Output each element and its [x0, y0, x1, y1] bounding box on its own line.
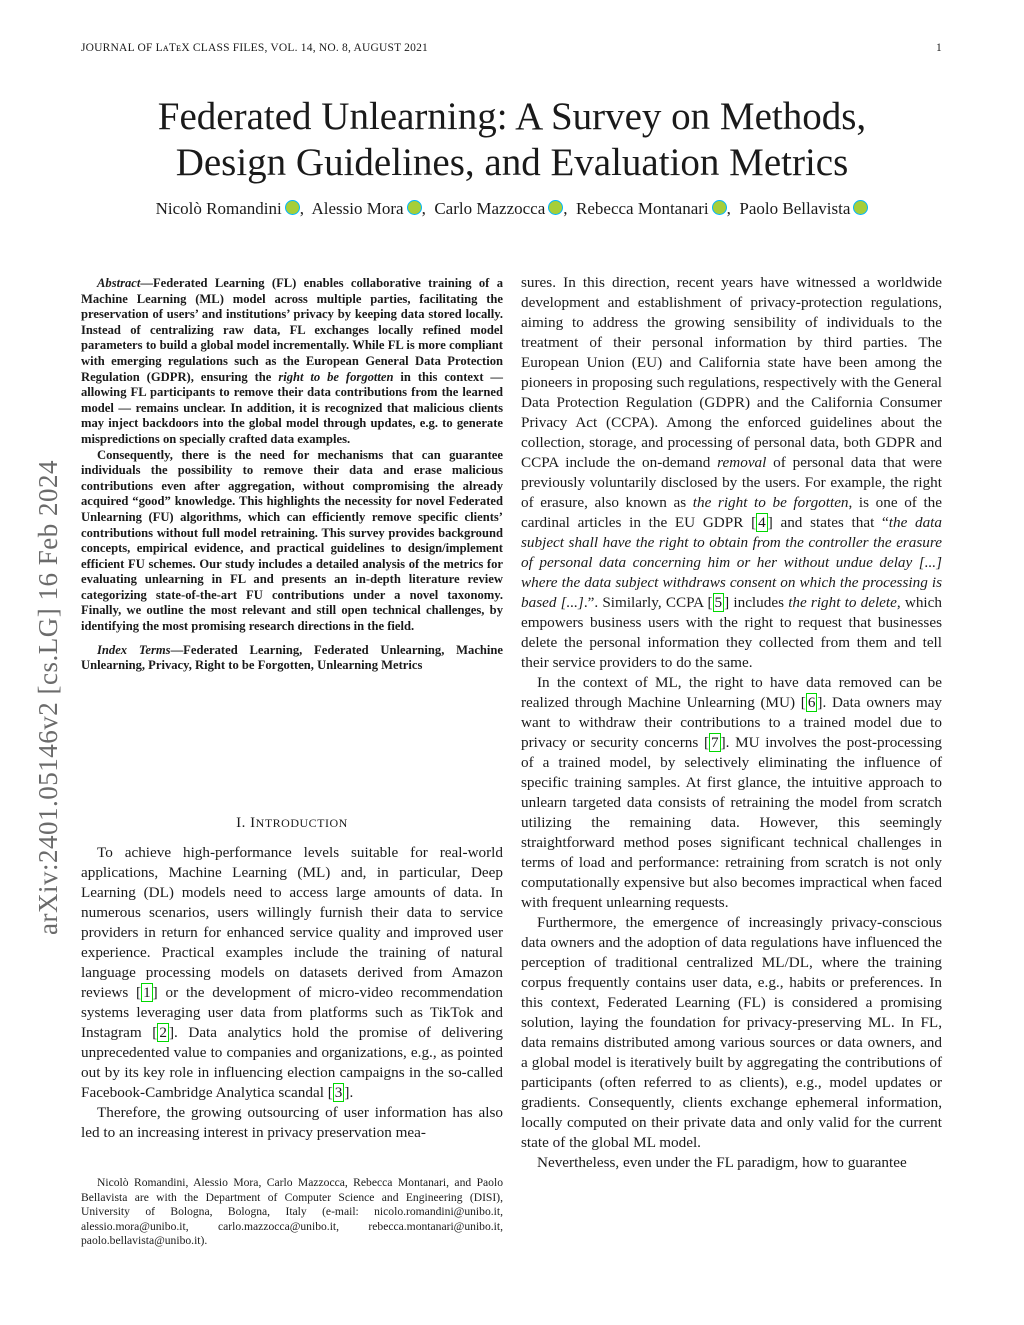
abstract-emphasis: right to be forgotten [278, 369, 394, 384]
body-text: . Data analytics hold the promise of delivering unprecedented value to companies and organizations, e.g., as pointed out by its key role in influencing election campaigns in the so-called Facebook-Cambridge Analytica scandal [81, 1024, 503, 1101]
orcid-icon[interactable] [853, 200, 868, 215]
index-terms-label: Index Terms [97, 642, 171, 657]
running-header: JOURNAL OF LᴀTᴇX CLASS FILES, VOL. 14, NO. 8, AUGUST 2021 [81, 42, 428, 54]
body-text: .”. Similarly, CCPA [583, 594, 708, 611]
body-text: includes [729, 594, 789, 611]
intro-left-column: To achieve high-performance levels suitable for real-world applications, Machine Learning (ML) and, in particular, Deep Learning (DL) models need to access large amounts of data. In numerous scenarios, users willingly furnish their data to service providers in return for enhanced service quality and improved user experience. Practical examples include the training of natural language processing models on datasets derived from Amazon reviews [ 1 ] or the development of micro-video recommendation systems leveraging user data from platforms such as TikTok and Instagram [ 2 ]. Data analytics hold the promise of delivering unprecedented value to companies and organizations, e.g., as pointed out by its key role in influencing election campaigns in the so-called Facebook-Cambridge Analytica scandal [ 3 ]. Therefore, the growing outsourcing of user information has also led to an increasing interest in privacy preservation mea- [81, 844, 503, 1141]
body-paragraph: Furthermore, the emergence of increasingly privacy-conscious data owners and the adoption of data regulations have influenced the perception of traditional centralized ML/DL, where the training corpus frequently contains user data, e.g., habits or preferences. In this context, Federated Learning (FL) is considered a promising solution, laying the foundation for privacy-preserving ML. In FL, data remains distributed among various sources or data owners, and a global model is iteratively built by aggregating the contributions of participants (often referred to as clients), e.g., model updates or gradients. Consequently, clients exchange ephemeral information, locally computed on their private data and only valid for the current state of the global ML model. [521, 914, 942, 1151]
orcid-icon[interactable] [285, 200, 300, 215]
body-text: , which empowers business users with the right to request that businesses delete the personal information they collected from them and tell their service providers to do the same. [521, 594, 942, 671]
citation-link[interactable]: 2 [159, 1024, 167, 1041]
author-name: Rebecca Montanari [576, 199, 709, 218]
author-name: Nicolò Romandini [155, 199, 282, 218]
author-name: Carlo Mazzocca [434, 199, 546, 218]
orcid-icon[interactable] [712, 200, 727, 215]
title-line-2: Design Guidelines, and Evaluation Metrics [175, 141, 849, 184]
body-text: In the context of ML, the right to have data removed can be realized through Machine Unlearning (MU) [521, 674, 942, 711]
abstract-text: —Federated Learning (FL) enables collaborative training of a Machine Learning (ML) model across multiple parties, facilitating the preservation of users’ and institutions’ privacy by keeping data stored locally. Instead of centralizing raw data, FL exchanges locally refined model parameters to build a global model incrementally. While FL is more compliant with emerging regulations such as the European General Data Protection Regulation (GDPR), ensuring the [81, 276, 503, 384]
author-name: Alessio Mora [311, 199, 404, 218]
body-text: To achieve high-performance levels suitable for real-world applications, Machine Learning (ML) and, in particular, Deep Learning (DL) models need to access large amounts of data. In numerous scenarios, users willingly furnish their data to service providers in return for enhanced service quality and improved user experience. Practical examples include the training of natural language processing models on datasets derived from Amazon reviews [81, 844, 503, 1001]
orcid-icon[interactable] [407, 200, 422, 215]
section-title: NTRODUCTION [255, 816, 348, 830]
section-numeral: I. I [236, 815, 256, 831]
arxiv-identifier: arXiv:2401.05146v2 [cs.LG] 16 Feb 2024 [33, 460, 63, 935]
body-text: sures. In this direction, recent years have witnessed a worldwide development and establishment of privacy-protection regulations, aiming to address the growing sensibility of individuals to the treatment of their personal information by third parties. The European Union (EU) and California state have been among the pioneers in proposing such regulations, respectively with the General Data Protection Regulation (GDPR) and the California Consumer Privacy Act (CCPA). Among the enforced guidelines about the collection, storage, and processing of personal data, both GDPR and CCPA include the on-demand [521, 274, 942, 471]
footnote [81, 1176, 503, 1249]
body-emphasis: the right to delete [788, 594, 897, 611]
right-column: sures. In this direction, recent years have witnessed a worldwide development and establishment of privacy-protection regulations, aiming to address the growing sensibility of individuals to the treatment of their personal information by third parties. The European Union (EU) and California state have been among the pioneers in proposing such regulations, respectively with the General Data Protection Regulation (GDPR) and the California Consumer Privacy Act (CCPA). Among the enforced guidelines about the collection, storage, and processing of personal data, both GDPR and CCPA include the on-demand removal of personal data that were previously voluntarily disclosed by the users. For example, the right of erasure, also known as the right to be forgotten, is one of the cardinal articles in the EU GDPR [ 4 ] and states that “the data subject shall have the right to obtain from the controller the erasure of personal data concerning him or her without undue delay [...] where the data subject withdraws consent on which the processing is based [...].”. Similarly, CCPA [ 5 ] includes the right to delete, which empowers business users with the right to request that businesses delete the personal information they collected from them and tell their service providers to do the same. In the context of ML, the right to have data removed can be realized through Machine Unlearning (MU) [ 6 ]. Data owners may want to withdraw their contributions to a trained model due to privacy or security concerns [ 7 ]. MU involves the post-processing of a trained model, by selectively eliminating the influence of specific training samples. At first glance, the intuitive approach to unlearn targeted data consists of retraining the model from scratch utilizing the remaining data. However, this seemingly straightforward method poses significant technical challenges in terms of load and performance: retraining from scratch is not only computationally expensive but also becomes impractical when faced with frequent unlearning requests. Furthermore, the emergence of increasingly privacy-conscious data owners and the adoption of data regulations have influenced the perception of traditional centralized ML/DL, where the training corpus frequently contains user data, e.g., habits or preferences. In this context, Federated Learning (FL) is considered a promising solution, laying the foundation for privacy-preserving ML. In FL, data remains distributed among various sources or data owners, and a global model is iteratively built by aggregating the contributions of participants (often referred to as clients), e.g., model updates or gradients. Consequently, clients exchange ephemeral information, locally computed on their private data and only valid for the current state of the global ML model. Nevertheless, even under the FL paradigm, how to guarantee [521, 274, 943, 1171]
body-text: , is one of the cardinal articles in the EU GDPR [521, 494, 942, 531]
abstract-text: in this context — allowing FL participants to remove their data contributions from the learned model — remains unclear. In addition, it is recognized that malicious clients may inject backdoors into the global model through updates, e.g. to generate mispredictions on specially crafted data examples. [81, 369, 504, 446]
body-text: . MU involves the post-processing of a trained model, by selectively eliminating the influence of specific training samples. At first glance, the intuitive approach to unlearn targeted data consists of retraining the model from scratch utilizing the remaining data. However, this seemingly straightforward method poses significant technical challenges in terms of load and performance: retraining from scratch is not only computationally expensive but also becomes impractical when faced with frequent unlearning requests. [521, 734, 942, 911]
body-text: of personal data that were previously voluntarily disclosed by the users. For example, the right of erasure, also known as [521, 454, 942, 511]
body-paragraph: Nevertheless, even under the FL paradigm, how to guarantee [537, 1154, 907, 1171]
author-list: Nicolò Romandini , Alessio Mora , Carlo Mazzocca , Rebecca Montanari , Paolo Bellavista [0, 199, 1024, 219]
abstract-label: Abstract [97, 276, 141, 290]
citation-link[interactable]: 3 [334, 1084, 343, 1101]
affiliation-footnote: Nicolò Romandini, Alessio Mora, Carlo Mazzocca, Rebecca Montanari, and Paolo Bellavista are with the Department of Computer Science and Engineering (DISI), University of Bologna, Bologna, Italy (e-mail: nicolo.romandini@unibo.it, alessio.mora@unibo.it, carlo.mazzocca@unibo.it, rebecca.montanari@unibo.it, paolo.bellavista@unibo.it). [81, 1176, 503, 1247]
abstract [81, 276, 503, 674]
paper-title [0, 94, 1024, 186]
body-paragraph: Therefore, the growing outsourcing of user information has also led to an increasing interest in privacy preservation mea- [81, 1104, 503, 1141]
title-line-1: Federated Unlearning: A Survey on Methods, [157, 95, 867, 138]
page-number: 1 [936, 42, 942, 54]
author-name: Paolo Bellavista [739, 199, 851, 218]
citation-link[interactable]: 6 [807, 694, 816, 711]
body-emphasis: the right to be forgotten [692, 494, 849, 511]
citation-link[interactable]: 1 [143, 984, 151, 1001]
body-text: . Data owners may want to withdraw their contributions to a trained model due to privacy or security concerns [521, 694, 943, 751]
gdpr-quote: the data subject shall have the right to obtain from the controller the erasure of personal data concerning him or her without undue delay [...] where the data subject withdraws consent on which the processing is based [...] [521, 514, 942, 611]
body-emphasis: removal [717, 454, 767, 471]
abstract-paragraph-2: Consequently, there is the need for mechanisms that can guarantee individuals the possibility to remove their data and erase malicious contributions even after aggregation, without compromising the already acquired “good” knowledge. This highlights the necessity for novel Federated Unlearning (FU) algorithms, which can efficiently remove specific clients’ contributions without full model retraining. This survey provides background concepts, empirical evidence, and practical guidelines to design/implement efficient FU schemes. Our study includes a detailed analysis of the metrics for evaluating unlearning in FL and presents an in-depth literature review categorizing state-of-the-art FU contributions under a novel taxonomy. Finally, we outline the most relevant and still open technical challenges, by identifying the most promising research directions in the field. [81, 447, 503, 634]
orcid-icon[interactable] [548, 200, 563, 215]
index-terms-text: —Federated Learning, Federated Unlearning, Machine Unlearning, Privacy, Right to be Forgotten, Unlearning Metrics [81, 642, 504, 673]
citation-link[interactable]: 7 [711, 734, 719, 751]
citation-link[interactable]: 5 [714, 594, 723, 611]
body-text: and states that “ [772, 514, 889, 531]
body-text: . [349, 1084, 354, 1101]
citation-link[interactable]: 4 [758, 514, 766, 531]
section-heading [81, 815, 503, 832]
body-text: or the development of micro-video recommendation systems leveraging user data from platforms such as TikTok and Instagram [81, 984, 503, 1041]
